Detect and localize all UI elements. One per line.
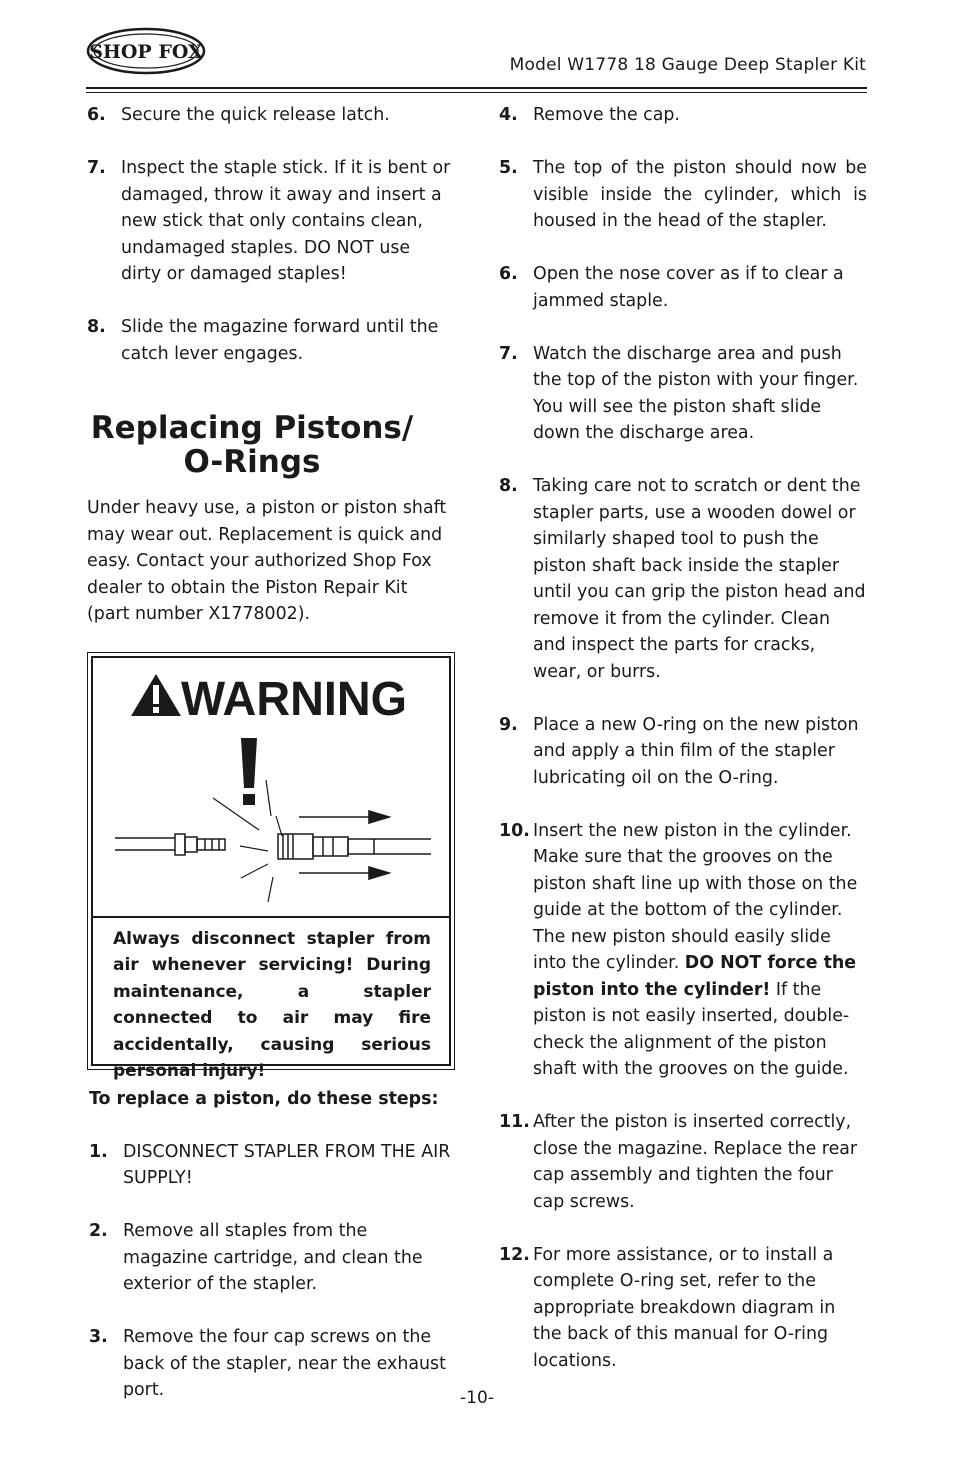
step-text: Inspect the staple stick. If it is bent or damaged, throw it away and insert a new stick that only contains clean, undamaged staples. DO NOT use dirty or damaged staples! — [121, 158, 451, 284]
model-title: Model W1778 18 Gauge Deep Stapler Kit — [509, 55, 866, 75]
left-column — [87, 102, 455, 1404]
header-rule — [86, 87, 867, 89]
step-7-left — [87, 155, 455, 288]
step-text: Remove the four cap screws on the back of the stapler, near the exhaust port. — [123, 1327, 446, 1400]
step-number: 8. — [499, 476, 518, 496]
step-text: Open the nose cover as if to clear a jammed staple. — [533, 264, 844, 311]
warning-divider — [93, 916, 449, 918]
warning-message: Always disconnect stapler from air whenever servicing! During maintenance, a stapler connected to air may fire accidentally, causing serious personal injury! — [113, 928, 431, 1081]
step-text: Remove the cap. — [533, 105, 680, 125]
step-number: 9. — [499, 714, 518, 735]
step-2 — [87, 1218, 455, 1298]
page-number: -10- — [460, 1388, 494, 1408]
shop-fox-logo — [86, 26, 206, 76]
step-text: Remove all staples from the magazine cartridge, and clean the exterior of the stapler. — [123, 1221, 423, 1294]
step-text: DISCONNECT STAPLER FROM THE AIR SUPPLY! — [123, 1141, 451, 1188]
quick-coupler-icon — [278, 834, 431, 859]
step-number: 11. — [499, 1112, 530, 1132]
step-text: The top of the piston should now be visible inside the cylinder, which is housed in the head of the stapler. — [533, 158, 867, 231]
step-text: Taking care not to scratch or dent the stapler parts, use a wooden dowel or similarly shaped tool to push the piston shaft back inside the stapler until you can grip the piston head and remove it from the cylinder. Clean and inspect the parts for cracks, wear, or burrs. — [533, 476, 866, 682]
step-8-left — [87, 314, 455, 367]
step-text: Place a new O-ring on the new piston and apply a thin film of the stapler lubricating oil on the O-ring. — [533, 714, 859, 788]
step-text: For more assistance, or to install a complete O-ring set, refer to the appropriate breakdown diagram in the back of this manual for O-ring locations. — [533, 1244, 836, 1371]
section-title-line2: O-Rings — [183, 444, 321, 480]
step-9 — [499, 712, 867, 792]
intro-paragraph: Under heavy use, a piston or piston shaft may wear out. Replacement is quick and easy. Contact your authorized Shop Fox dealer to obtain the Piston Repair Kit (part number X1778002). — [87, 498, 447, 624]
step-text: Slide the magazine forward until the catch lever engages. — [121, 317, 439, 364]
step-number: 3. — [89, 1327, 108, 1347]
section-title — [87, 411, 455, 479]
step-number: 12. — [499, 1244, 530, 1265]
section-title-line1: Replacing Pistons/ — [90, 410, 414, 446]
step-number: 6. — [87, 105, 106, 125]
step-text: Watch the discharge area and push the top of the piston with your finger. You will see the piston shaft slide down the discharge area. — [533, 343, 859, 443]
step-number: 1. — [89, 1141, 108, 1162]
air-hose-fitting-icon — [115, 834, 225, 855]
logo-wordmark: SHOP FOX — [89, 41, 203, 63]
step-7-right — [499, 341, 867, 447]
step-5 — [499, 155, 867, 235]
right-column — [499, 102, 867, 1374]
step-text: After the piston is inserted correctly, close the magazine. Replace the rear cap assembly and tighten the four cap screws. — [533, 1112, 858, 1212]
warning-box — [87, 652, 455, 1081]
step-text-bold: DO NOT force the piston into the cylinder! — [533, 953, 857, 1000]
step-11 — [499, 1109, 867, 1215]
step-number: 5. — [499, 158, 518, 178]
step-number: 8. — [87, 317, 106, 337]
step-12 — [499, 1242, 867, 1375]
step-number: 10. — [499, 820, 530, 841]
step-text: Insert the new piston in the cylinder. Make sure that the grooves on the piston shaft line up with those on the guide at the bottom of the cylinder. The new piston should easily slide into the cylinder. — [533, 820, 858, 973]
step-6-right — [499, 261, 867, 314]
step-6-left — [87, 102, 455, 129]
step-number: 2. — [89, 1221, 108, 1241]
header-rule-thin — [86, 92, 867, 93]
procedure-heading: To replace a piston, do these steps: — [89, 1088, 439, 1109]
warning-label: WARNING — [181, 672, 407, 726]
step-number: 7. — [499, 343, 518, 364]
step-8-right — [499, 473, 867, 685]
step-number: 4. — [499, 105, 518, 125]
step-number: 6. — [499, 264, 518, 284]
step-number: 7. — [87, 158, 106, 178]
step-text: Secure the quick release latch. — [121, 105, 390, 125]
exclamation-icon — [241, 738, 257, 805]
step-text-after: If the piston is not easily inserted, double-check the alignment of the piston shaft with the grooves on the guide. — [533, 979, 850, 1079]
warning-graphic — [93, 658, 449, 916]
warning-triangle-icon — [131, 674, 181, 716]
step-10 — [499, 818, 867, 1083]
step-4 — [499, 102, 867, 129]
step-1 — [87, 1139, 455, 1192]
